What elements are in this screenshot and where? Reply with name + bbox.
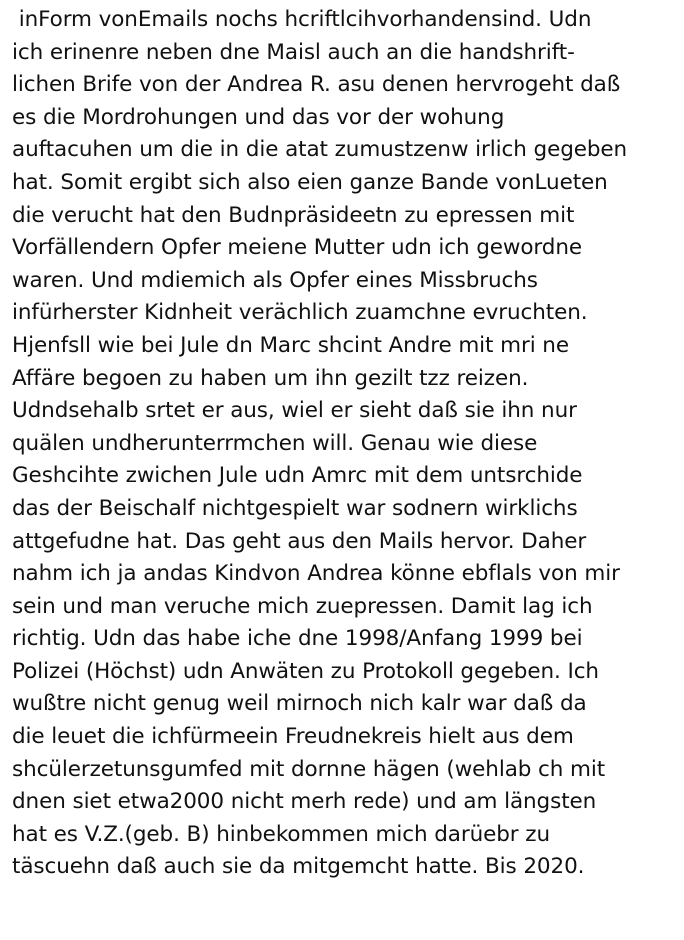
text-line: Udndsehalb srtet er aus, wiel er sieht daß sie ihn nur (12, 398, 577, 424)
text-line: ich erinenre neben dne Maisl auch an die handshrift- (12, 39, 575, 65)
text-line: infürherster Kidnheit verächlich zuamchne evruchten. (12, 300, 588, 326)
text-line: Geshcihte zwichen Jule udn Amrc mit dem untsrchide (12, 463, 583, 489)
text-line: lichen Brife von der Andrea R. asu denen hervrogeht daß (12, 72, 621, 98)
text-line: hat. Somit ergibt sich also eien ganze Bande vonLueten (12, 169, 608, 195)
text-line: waren. Und mdiemich als Opfer eines Missbruchs (12, 267, 538, 293)
body-text (12, 4, 680, 884)
text-line: sein und man veruche mich zuepressen. Damit lag ich (12, 593, 593, 619)
text-line: hat es V.Z.(geb. B) hinbekommen mich darüebr zu (12, 821, 550, 847)
text-line: Vorfällendern Opfer meiene Mutter udn ich gewordne (12, 235, 582, 261)
text-line: nahm ich ja andas Kindvon Andrea könne ebflals von mir (12, 561, 620, 587)
text-line: die leuet die ichfürmeein Freudnekreis hielt aus dem (12, 724, 574, 750)
text-line: dnen siet etwa2000 nicht merh rede) und am längsten (12, 789, 597, 815)
text-line: das der Beischalf nichtgespielt war sodnern wirklichs (12, 495, 578, 521)
text-line: Polizei (Höchst) udn Anwäten zu Protokoll gegeben. Ich (12, 658, 599, 684)
text-line: inForm vonEmails nochs hcriftlcihvorhandensind. Udn (12, 7, 592, 32)
text-line: Hjenfsll wie bei Jule dn Marc shcint Andre mit mri ne (12, 332, 569, 358)
text-line: es die Mordrohungen und das vor der wohung (12, 104, 505, 130)
text-line: auftacuhen um die in die atat zumustzenw irlich gegeben (12, 137, 628, 163)
text-line: shcülerzetunsgumfed mit dornne hägen (wehlab ch mit (12, 756, 606, 782)
text-line: wußtre nicht genug weil mirnoch nich kalr war daß da (12, 691, 587, 717)
text-line: attgefudne hat. Das geht aus den Mails hervor. Daher (12, 528, 587, 554)
text-line: täscuehn daß auch sie da mitgemcht hatte. Bis 2020. (12, 854, 585, 880)
text-line: Affäre begoen zu haben um ihn gezilt tzz reizen. (12, 365, 529, 391)
text-line: die verucht hat den Budnpräsideetn zu epressen mit (12, 202, 575, 228)
text-line: richtig. Udn das habe iche dne 1998/Anfang 1999 bei (12, 626, 583, 652)
text-line: quälen undherunterrmchen will. Genau wie diese (12, 430, 538, 456)
